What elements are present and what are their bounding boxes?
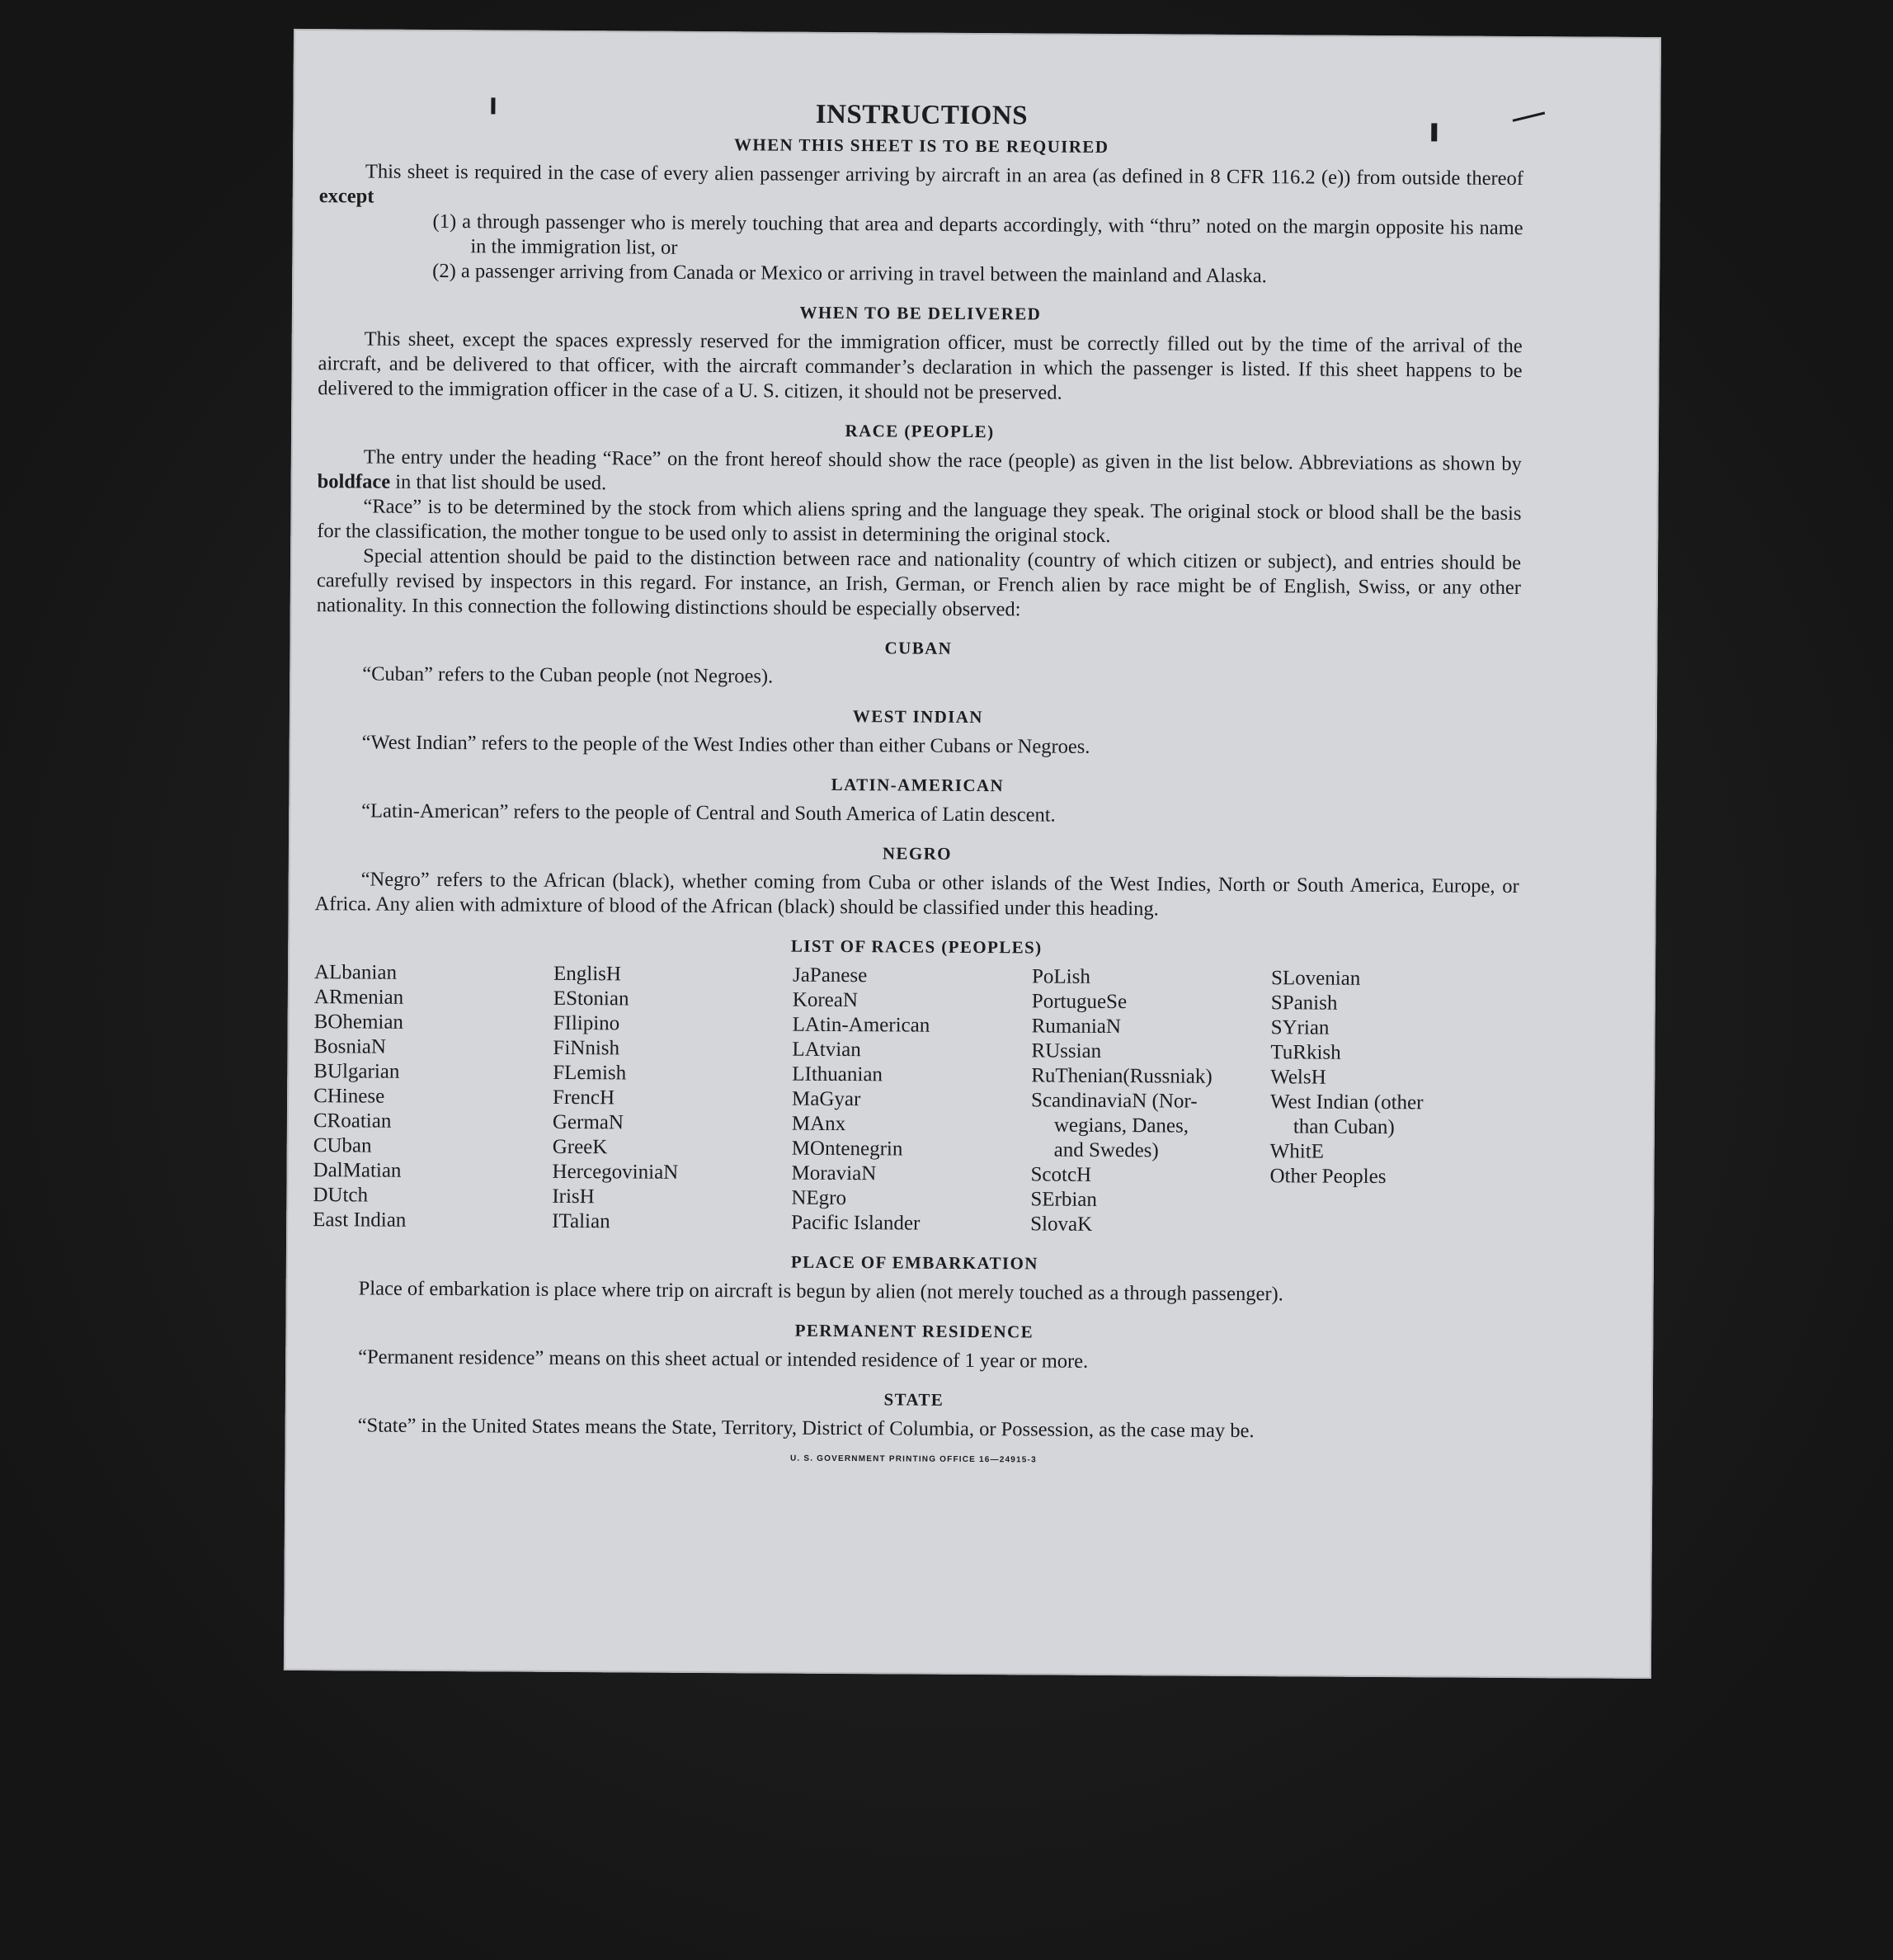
race-entry: PoLish xyxy=(1031,965,1090,988)
paragraph: “Latin-American” refers to the people of Central and South America of Latin descent. xyxy=(361,799,1056,827)
races-column xyxy=(791,964,1032,1237)
race-entry: GermaN xyxy=(552,1110,624,1134)
list-item: (2) a passenger arriving from Canada or Mexico or arriving in travel between the mainland and Alaska. xyxy=(432,259,1267,288)
race-entry: SLovenian xyxy=(1270,967,1361,990)
race-entry: LAtvian xyxy=(792,1038,861,1062)
races-list xyxy=(313,960,1519,1240)
race-entry: FIlipino xyxy=(553,1011,620,1035)
section-heading: NEGRO xyxy=(882,843,952,864)
race-entry: LAtin-American xyxy=(792,1013,930,1037)
race-entry: ARmenian xyxy=(313,986,404,1009)
paragraph: “Permanent residence” means on this sheet actual or intended residence of 1 year or more. xyxy=(358,1345,1089,1373)
race-entry: PortugueSe xyxy=(1031,990,1128,1014)
race-entry: ITalian xyxy=(552,1209,610,1233)
paragraph: This sheet is required in the case of every alien passenger arriving by aircraft in an area (as defined in 8 CFR 116.2 (e)) from outside thereof except xyxy=(318,160,1524,208)
paragraph: Special attention should be paid to the distinction between race and nationality (country of which citizen or subject), and entries should be carefully revised by inspectors in this regard. For instance, an Irish, German, or French alien by race might be of English, Swiss, or any other nationality. In this connection the following distinctions should be especially observed: xyxy=(316,544,1522,621)
race-entry: WelsH xyxy=(1270,1066,1326,1089)
race-entry: SYrian xyxy=(1270,1016,1330,1039)
paragraph: “State” in the United States means the State, Territory, District of Columbia, or Possession, as the case may be. xyxy=(357,1414,1255,1443)
race-entry: MAnx xyxy=(791,1112,846,1136)
paragraph: This sheet, except the spaces expressly reserved for the immigration officer, must be correctly filled out by the time of the arrival of the aircraft, and be delivered to that officer, with the aircraft commander’s declaration in which the passenger is listed. If this sheet happens to be delivered to the immigration officer in the case of a U. S. citizen, it should not be preserved. xyxy=(318,327,1523,404)
paragraph: “Negro” refers to the African (black), whether coming from Cuba or other islands of the West Indies, North or South America, Europe, or Africa. Any alien with admixture of blood of the African (black) should be classified under this heading. xyxy=(314,868,1519,921)
race-entry: RuThenian(Russniak) xyxy=(1031,1064,1213,1088)
races-column xyxy=(313,960,553,1234)
race-entry: ScotcH xyxy=(1030,1163,1092,1186)
race-entry: FLemish xyxy=(553,1061,627,1085)
race-entry: TuRkish xyxy=(1270,1041,1341,1064)
section-heading: WHEN TO BE DELIVERED xyxy=(799,302,1042,324)
race-entry-continued: wegians, Danes, xyxy=(1053,1114,1189,1138)
race-entry: ScandinaviaN (Nor- xyxy=(1031,1089,1198,1113)
race-entry: BUlgarian xyxy=(313,1060,400,1083)
instructions-content xyxy=(311,97,1523,1468)
race-entry: SlovaK xyxy=(1030,1213,1093,1236)
race-entry: ALbanian xyxy=(313,961,398,984)
paragraph: “Race” is to be determined by the stock from which aliens spring and the language they speak. The original stock or blood shall be the basis for the classification, the mother tongue to be used only to assist in determining the original stock. xyxy=(317,495,1522,547)
race-entry: CRoatian xyxy=(313,1110,392,1133)
race-entry: DUtch xyxy=(313,1184,369,1207)
paragraph: “West Indian” refers to the people of the West Indies other than either Cubans or Negroes. xyxy=(361,731,1090,758)
race-entry: CHinese xyxy=(313,1085,385,1108)
race-entry-continued: than Cuban) xyxy=(1293,1115,1395,1139)
section-heading: LATIN-AMERICAN xyxy=(831,774,1005,796)
printer-imprint: U. S. GOVERNMENT PRINTING OFFICE 16—24915-3 xyxy=(789,1454,1037,1465)
paragraph: “Cuban” refers to the Cuban people (not Negroes). xyxy=(362,662,774,688)
list-item: (1) a through passenger who is merely touching that area and departs accordingly, with “thru” noted on the margin opposite his name in the immigration list, or xyxy=(432,210,1523,259)
race-entry: RumaniaN xyxy=(1031,1015,1122,1039)
document-sheet xyxy=(284,29,1661,1679)
race-entry: EStonian xyxy=(553,987,629,1011)
section-heading: RACE (PEOPLE) xyxy=(845,421,995,442)
race-entry: BosniaN xyxy=(313,1035,387,1058)
section-heading: PLACE OF EMBARKATION xyxy=(790,1251,1038,1274)
race-entry-continued: and Swedes) xyxy=(1053,1138,1159,1162)
races-column xyxy=(552,962,793,1236)
section-heading: STATE xyxy=(883,1389,944,1410)
race-entry: FiNnish xyxy=(553,1036,620,1060)
race-entry: JaPanese xyxy=(792,964,868,987)
race-entry: HercegoviniaN xyxy=(552,1160,679,1184)
race-entry: SPanish xyxy=(1270,992,1338,1015)
paragraph: The entry under the heading “Race” on the front hereof should show the race (people) as given in the list below. Abbreviations as shown by boldface in that list should be used. xyxy=(317,445,1522,495)
race-entry: GreeK xyxy=(552,1135,608,1159)
section-heading: WEST INDIAN xyxy=(852,706,983,728)
section-heading: CUBAN xyxy=(884,638,953,658)
race-entry: Pacific Islander xyxy=(791,1211,921,1235)
race-entry: CUban xyxy=(313,1134,372,1157)
race-entry: EnglisH xyxy=(553,962,622,986)
race-entry: WhitE xyxy=(1269,1140,1325,1163)
race-entry: East Indian xyxy=(313,1209,407,1232)
race-entry: KoreaN xyxy=(792,988,859,1012)
race-entry: IrisH xyxy=(552,1185,595,1209)
section-heading: PERMANENT RESIDENCE xyxy=(794,1320,1034,1342)
section-heading: LIST OF RACES (PEOPLES) xyxy=(790,935,1043,958)
race-entry: FrencH xyxy=(553,1086,615,1110)
race-entry: Other Peoples xyxy=(1269,1165,1387,1189)
race-entry: LIthuanian xyxy=(792,1062,883,1086)
race-entry: DalMatian xyxy=(313,1159,402,1182)
race-entry: MaGyar xyxy=(792,1087,861,1111)
section-heading: WHEN THIS SHEET IS TO BE REQUIRED xyxy=(733,134,1109,157)
races-column xyxy=(1269,966,1510,1240)
paragraph: Place of embarkation is place where trip on aircraft is begun by alien (not merely touched as a through passenger). xyxy=(358,1277,1283,1306)
races-column xyxy=(1030,964,1271,1238)
race-entry: MOntenegrin xyxy=(791,1137,903,1161)
race-entry: West Indian (other xyxy=(1270,1091,1424,1114)
race-entry: NEgro xyxy=(791,1186,847,1210)
race-entry: BOhemian xyxy=(313,1011,404,1034)
race-entry: MoraviaN xyxy=(791,1161,877,1185)
page-title: INSTRUCTIONS xyxy=(815,99,1029,131)
race-entry: RUssian xyxy=(1031,1039,1102,1062)
race-entry: SErbian xyxy=(1030,1188,1097,1211)
